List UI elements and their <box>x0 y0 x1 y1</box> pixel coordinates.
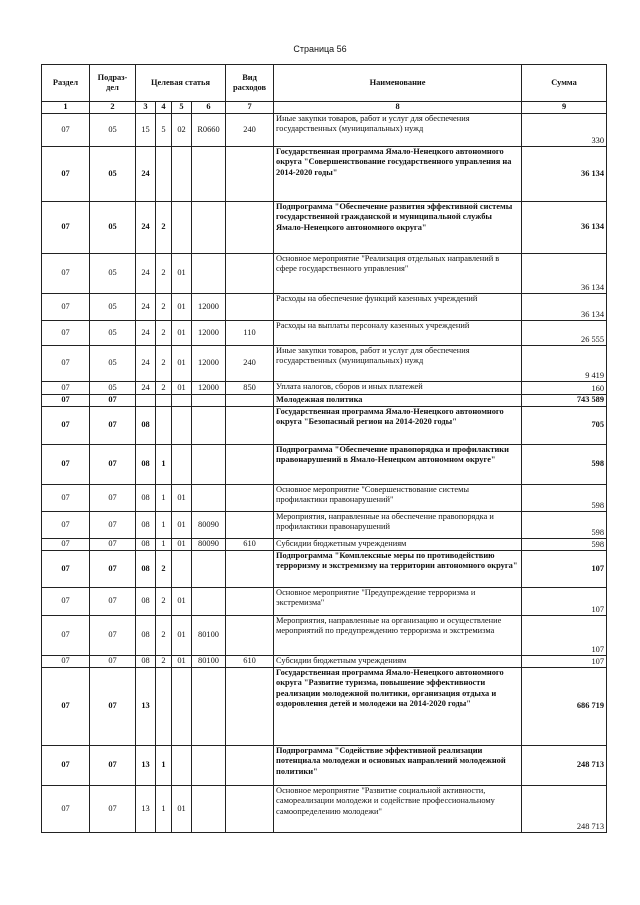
section-cell: 07 <box>42 656 90 668</box>
subprogram-code-cell <box>156 407 172 445</box>
table-row <box>42 395 607 407</box>
table-row <box>42 445 607 485</box>
table-row <box>42 668 607 746</box>
expense-type-cell <box>226 407 274 445</box>
program-code-cell: 24 <box>136 147 156 202</box>
section-cell: 07 <box>42 321 90 346</box>
program-code-cell: 24 <box>136 294 156 321</box>
subprogram-code-cell: 2 <box>156 294 172 321</box>
activity-code-cell: 01 <box>172 512 192 539</box>
direction-code-cell: 80100 <box>192 656 226 668</box>
subsection-cell: 05 <box>90 202 136 254</box>
item-name-cell: Расходы на обеспечение функций казенных учреждений <box>274 294 522 321</box>
section-cell: 07 <box>42 588 90 616</box>
subprogram-code-cell: 1 <box>156 786 172 833</box>
header-razdel: Раздел <box>42 65 90 102</box>
activity-code-cell <box>172 668 192 746</box>
program-code-cell: 08 <box>136 512 156 539</box>
sum-cell: 36 134 <box>522 202 607 254</box>
section-cell: 07 <box>42 202 90 254</box>
table-row <box>42 147 607 202</box>
table-row <box>42 746 607 786</box>
subprogram-code-cell: 2 <box>156 656 172 668</box>
program-code-cell: 24 <box>136 202 156 254</box>
subprogram-code-cell: 2 <box>156 254 172 294</box>
activity-code-cell <box>172 551 192 588</box>
program-code-cell: 13 <box>136 668 156 746</box>
section-cell: 07 <box>42 616 90 656</box>
subsection-cell: 05 <box>90 346 136 382</box>
subsection-cell: 07 <box>90 668 136 746</box>
table-header-row <box>42 65 607 102</box>
expense-type-cell: 240 <box>226 346 274 382</box>
sum-cell: 248 713 <box>522 786 607 833</box>
expense-type-cell <box>226 395 274 407</box>
table-row <box>42 202 607 254</box>
section-cell: 07 <box>42 786 90 833</box>
table-row <box>42 346 607 382</box>
subprogram-code-cell: 2 <box>156 202 172 254</box>
expense-type-cell <box>226 786 274 833</box>
sum-cell: 598 <box>522 512 607 539</box>
item-name-cell: Молодежная политика <box>274 395 522 407</box>
item-name-cell: Основное мероприятие "Реализация отдельных направлений в сфере государственного управления" <box>274 254 522 294</box>
section-cell: 07 <box>42 407 90 445</box>
sum-cell: 598 <box>522 485 607 512</box>
direction-code-cell: 80100 <box>192 616 226 656</box>
direction-code-cell: 12000 <box>192 294 226 321</box>
column-number: 2 <box>90 102 136 114</box>
section-cell: 07 <box>42 512 90 539</box>
subsection-cell: 05 <box>90 321 136 346</box>
subsection-cell: 07 <box>90 395 136 407</box>
expense-type-cell <box>226 202 274 254</box>
direction-code-cell <box>192 202 226 254</box>
expense-type-cell: 110 <box>226 321 274 346</box>
subsection-cell: 05 <box>90 382 136 395</box>
program-code-cell: 24 <box>136 382 156 395</box>
program-code-cell: 08 <box>136 445 156 485</box>
program-code-cell: 08 <box>136 485 156 512</box>
column-number: 9 <box>522 102 607 114</box>
subprogram-code-cell: 2 <box>156 551 172 588</box>
column-number: 7 <box>226 102 274 114</box>
section-cell: 07 <box>42 746 90 786</box>
column-number: 4 <box>156 102 172 114</box>
expense-type-cell <box>226 485 274 512</box>
activity-code-cell <box>172 202 192 254</box>
direction-code-cell <box>192 445 226 485</box>
program-code-cell: 08 <box>136 588 156 616</box>
item-name-cell: Государственная программа Ямало-Ненецкого автономного округа "Безопасный регион на 2014-2020 годы" <box>274 407 522 445</box>
section-cell: 07 <box>42 382 90 395</box>
table-row <box>42 114 607 147</box>
subsection-cell: 05 <box>90 147 136 202</box>
item-name-cell: Государственная программа Ямало-Ненецкого автономного округа "Развитие туризма, повышение эффективности реализации молодежной политики, организация отдыха и оздоровления детей и молодежи на 2014-2020 годы" <box>274 668 522 746</box>
program-code-cell: 08 <box>136 616 156 656</box>
item-name-cell: Мероприятия, направленные на обеспечение правопорядка и профилактики правонарушений <box>274 512 522 539</box>
item-name-cell: Иные закупки товаров, работ и услуг для обеспечения государственных (муниципальных) нужд <box>274 346 522 382</box>
direction-code-cell <box>192 786 226 833</box>
item-name-cell: Подпрограмма "Комплексные меры по противодействию терроризму и экстремизму на территории автономного округа" <box>274 551 522 588</box>
subprogram-code-cell: 1 <box>156 512 172 539</box>
direction-code-cell <box>192 485 226 512</box>
subprogram-code-cell: 2 <box>156 616 172 656</box>
subsection-cell: 07 <box>90 786 136 833</box>
section-cell: 07 <box>42 539 90 551</box>
subprogram-code-cell: 2 <box>156 382 172 395</box>
subsection-cell: 07 <box>90 551 136 588</box>
subprogram-code-cell: 2 <box>156 321 172 346</box>
program-code-cell: 08 <box>136 656 156 668</box>
program-code-cell: 24 <box>136 254 156 294</box>
expense-type-cell <box>226 254 274 294</box>
activity-code-cell: 01 <box>172 294 192 321</box>
program-code-cell: 24 <box>136 321 156 346</box>
program-code-cell <box>136 395 156 407</box>
sum-cell: 248 713 <box>522 746 607 786</box>
program-code-cell: 13 <box>136 746 156 786</box>
sum-cell: 36 134 <box>522 294 607 321</box>
section-cell: 07 <box>42 395 90 407</box>
program-code-cell: 08 <box>136 551 156 588</box>
item-name-cell: Расходы на выплаты персоналу казенных учреждений <box>274 321 522 346</box>
table-row <box>42 616 607 656</box>
activity-code-cell <box>172 445 192 485</box>
item-name-cell: Государственная программа Ямало-Ненецкого автономного округа "Совершенствование государственного управления на 2014-2020 годы" <box>274 147 522 202</box>
direction-code-cell <box>192 668 226 746</box>
subsection-cell: 07 <box>90 445 136 485</box>
program-code-cell: 08 <box>136 407 156 445</box>
table-row <box>42 485 607 512</box>
activity-code-cell: 01 <box>172 786 192 833</box>
subprogram-code-cell <box>156 668 172 746</box>
page-number-label: Страница 56 <box>293 44 347 54</box>
sum-cell: 36 134 <box>522 254 607 294</box>
sum-cell: 705 <box>522 407 607 445</box>
subprogram-code-cell: 1 <box>156 746 172 786</box>
table-row <box>42 254 607 294</box>
activity-code-cell: 02 <box>172 114 192 147</box>
expense-type-cell: 610 <box>226 656 274 668</box>
activity-code-cell <box>172 746 192 786</box>
item-name-cell: Субсидии бюджетным учреждениям <box>274 656 522 668</box>
sum-cell: 107 <box>522 551 607 588</box>
section-cell: 07 <box>42 485 90 512</box>
subsection-cell: 05 <box>90 114 136 147</box>
expense-type-cell: 240 <box>226 114 274 147</box>
subsection-cell: 07 <box>90 656 136 668</box>
activity-code-cell <box>172 407 192 445</box>
table-row <box>42 294 607 321</box>
item-name-cell: Уплата налогов, сборов и иных платежей <box>274 382 522 395</box>
expense-type-cell <box>226 746 274 786</box>
item-name-cell: Основное мероприятие "Развитие социальной активности, самореализации молодежи и содействие профессиональному самоопределению молодежи" <box>274 786 522 833</box>
program-code-cell: 15 <box>136 114 156 147</box>
direction-code-cell: 12000 <box>192 346 226 382</box>
activity-code-cell <box>172 147 192 202</box>
section-cell: 07 <box>42 294 90 321</box>
column-number: 6 <box>192 102 226 114</box>
subprogram-code-cell: 2 <box>156 588 172 616</box>
column-number: 8 <box>274 102 522 114</box>
section-cell: 07 <box>42 445 90 485</box>
subsection-cell: 07 <box>90 746 136 786</box>
sum-cell: 107 <box>522 656 607 668</box>
sum-cell: 107 <box>522 616 607 656</box>
subprogram-code-cell <box>156 147 172 202</box>
table-row <box>42 656 607 668</box>
header-expense-type: Вид расходов <box>226 65 274 102</box>
activity-code-cell: 01 <box>172 616 192 656</box>
sum-cell: 686 719 <box>522 668 607 746</box>
header-name: Наименование <box>274 65 522 102</box>
subprogram-code-cell: 1 <box>156 485 172 512</box>
sum-cell: 330 <box>522 114 607 147</box>
header-target-article: Целевая статья <box>136 65 226 102</box>
item-name-cell: Иные закупки товаров, работ и услуг для обеспечения государственных (муниципальных) нужд <box>274 114 522 147</box>
expense-type-cell <box>226 588 274 616</box>
table-row <box>42 321 607 346</box>
table-row <box>42 512 607 539</box>
subsection-cell: 07 <box>90 407 136 445</box>
activity-code-cell <box>172 395 192 407</box>
direction-code-cell <box>192 395 226 407</box>
section-cell: 07 <box>42 147 90 202</box>
section-cell: 07 <box>42 346 90 382</box>
direction-code-cell <box>192 147 226 202</box>
direction-code-cell: 80090 <box>192 539 226 551</box>
subsection-cell: 07 <box>90 512 136 539</box>
activity-code-cell: 01 <box>172 485 192 512</box>
item-name-cell: Подпрограмма "Обеспечение правопорядка и профилактики правонарушений в Ямало-Ненецком автономном округе" <box>274 445 522 485</box>
sum-cell: 26 555 <box>522 321 607 346</box>
item-name-cell: Подпрограмма "Содействие эффективной реализации потенциала молодежи и основных направлений молодежной политики" <box>274 746 522 786</box>
section-cell: 07 <box>42 254 90 294</box>
activity-code-cell: 01 <box>172 346 192 382</box>
budget-table <box>41 64 607 833</box>
subprogram-code-cell: 5 <box>156 114 172 147</box>
subsection-cell: 07 <box>90 485 136 512</box>
column-number: 5 <box>172 102 192 114</box>
table-row <box>42 588 607 616</box>
direction-code-cell: R0660 <box>192 114 226 147</box>
sum-cell: 107 <box>522 588 607 616</box>
header-sum: Сумма <box>522 65 607 102</box>
activity-code-cell: 01 <box>172 656 192 668</box>
header-podrazdel: Подраз- дел <box>90 65 136 102</box>
direction-code-cell: 12000 <box>192 321 226 346</box>
item-name-cell: Субсидии бюджетным учреждениям <box>274 539 522 551</box>
expense-type-cell <box>226 668 274 746</box>
subprogram-code-cell <box>156 395 172 407</box>
subsection-cell: 05 <box>90 294 136 321</box>
subsection-cell: 07 <box>90 616 136 656</box>
sum-cell: 743 589 <box>522 395 607 407</box>
expense-type-cell: 610 <box>226 539 274 551</box>
direction-code-cell <box>192 254 226 294</box>
subsection-cell: 07 <box>90 539 136 551</box>
expense-type-cell <box>226 147 274 202</box>
sum-cell: 598 <box>522 445 607 485</box>
section-cell: 07 <box>42 551 90 588</box>
direction-code-cell <box>192 588 226 616</box>
sum-cell: 598 <box>522 539 607 551</box>
expense-type-cell <box>226 616 274 656</box>
sum-cell: 36 134 <box>522 147 607 202</box>
item-name-cell: Основное мероприятие "Предупреждение терроризма и экстремизма" <box>274 588 522 616</box>
sum-cell: 160 <box>522 382 607 395</box>
subsection-cell: 05 <box>90 254 136 294</box>
expense-type-cell <box>226 512 274 539</box>
section-cell: 07 <box>42 114 90 147</box>
direction-code-cell <box>192 746 226 786</box>
direction-code-cell: 12000 <box>192 382 226 395</box>
activity-code-cell: 01 <box>172 254 192 294</box>
expense-type-cell: 850 <box>226 382 274 395</box>
sum-cell: 9 419 <box>522 346 607 382</box>
column-number: 3 <box>136 102 156 114</box>
direction-code-cell <box>192 551 226 588</box>
table-row <box>42 786 607 833</box>
direction-code-cell: 80090 <box>192 512 226 539</box>
subprogram-code-cell: 2 <box>156 346 172 382</box>
activity-code-cell: 01 <box>172 539 192 551</box>
expense-type-cell <box>226 445 274 485</box>
column-number-row <box>42 102 607 114</box>
activity-code-cell: 01 <box>172 588 192 616</box>
table-row <box>42 382 607 395</box>
table-row <box>42 539 607 551</box>
item-name-cell: Подпрограмма "Обеспечение развития эффективной системы государственной гражданской и муниципальной службы Ямало-Ненецкого автономного округа" <box>274 202 522 254</box>
subprogram-code-cell: 1 <box>156 539 172 551</box>
item-name-cell: Основное мероприятие "Совершенствование системы профилактики правонарушений" <box>274 485 522 512</box>
program-code-cell: 24 <box>136 346 156 382</box>
activity-code-cell: 01 <box>172 321 192 346</box>
table-row <box>42 551 607 588</box>
activity-code-cell: 01 <box>172 382 192 395</box>
direction-code-cell <box>192 407 226 445</box>
section-cell: 07 <box>42 668 90 746</box>
program-code-cell: 08 <box>136 539 156 551</box>
table-row <box>42 407 607 445</box>
item-name-cell: Мероприятия, направленные на организацию и осуществление мероприятий по предупреждению терроризма и экстремизма <box>274 616 522 656</box>
subsection-cell: 07 <box>90 588 136 616</box>
expense-type-cell <box>226 551 274 588</box>
program-code-cell: 13 <box>136 786 156 833</box>
column-number: 1 <box>42 102 90 114</box>
expense-type-cell <box>226 294 274 321</box>
subprogram-code-cell: 1 <box>156 445 172 485</box>
